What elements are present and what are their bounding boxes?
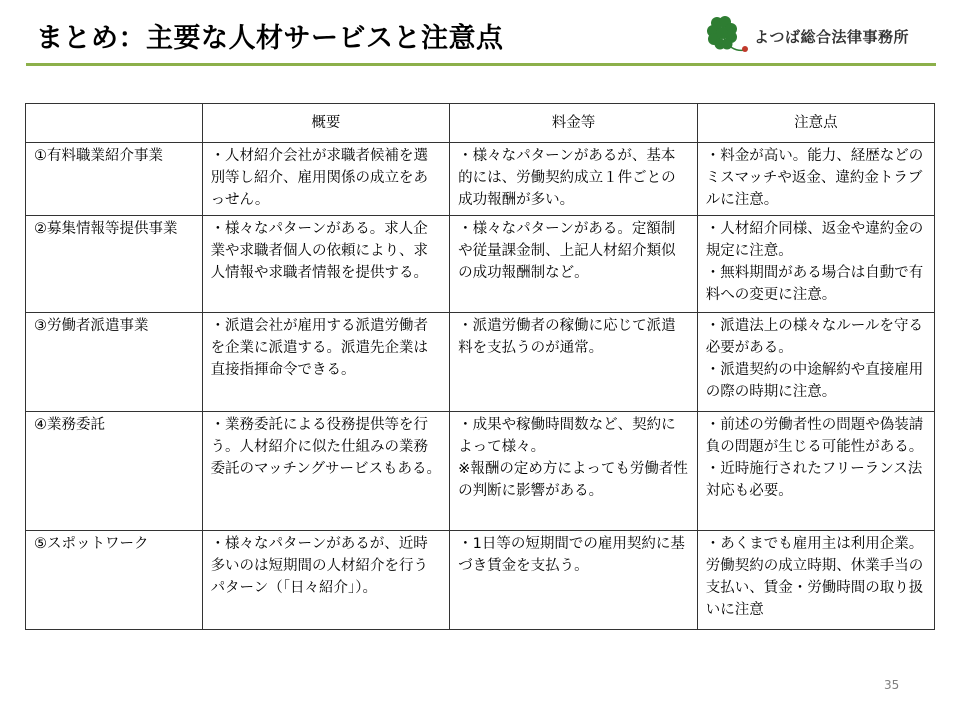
service-name-cell: ⑤スポットワーク [26,531,203,630]
overview-cell: ・業務委託による役務提供等を行う。人材紹介に似た仕組みの業務委託のマッチングサービスもある。 [202,412,450,531]
firm-name: よつば総合法律事務所 [754,27,910,46]
service-name-cell: ③労働者派遣事業 [26,313,203,412]
caution-cell: ・料金が高い。能力、経歴などのミスマッチや返金、違約金トラブルに注意。 [697,143,934,216]
table-row [26,412,935,531]
service-name-cell: ②募集情報等提供事業 [26,216,203,313]
overview-cell: ・様々なパターンがあるが、近時多いのは短期間の人材紹介を行うパターン（「日々紹介」）。 [202,531,450,630]
fee-cell: ・成果や稼働時間数など、契約によって様々。 ※報酬の定め方によっても労働者性の判断に影響がある。 [450,412,698,531]
caution-cell: ・人材紹介同様、返金や違約金の規定に注意。 ・無料期間がある場合は自動で有料への変更に注意。 [697,216,934,313]
table-row [26,531,935,630]
summary-table [25,103,935,630]
caution-cell: ・前述の労働者性の問題や偽装請負の問題が生じる可能性がある。 ・近時施行されたフリーランス法対応も必要。 [697,412,934,531]
caution-cell: ・あくまでも雇用主は利用企業。労働契約の成立時期、休業手当の支払い、賃金・労働時間の取り扱いに注意 [697,531,934,630]
title-divider [26,63,936,66]
header-cell-service [26,104,203,143]
table-row [26,216,935,313]
caution-cell: ・派遣法上の様々なルールを守る必要がある。 ・派遣契約の中途解約や直接雇用の際の時期に注意。 [697,313,934,412]
service-name-cell: ①有料職業紹介事業 [26,143,203,216]
header-cell-caution: 注意点 [697,104,934,143]
firm-logo [704,14,940,58]
four-leaf-clover-icon [704,14,750,58]
header-cell-fee: 料金等 [450,104,698,143]
table-row [26,313,935,412]
overview-cell: ・派遣会社が雇用する派遣労働者を企業に派遣する。派遣先企業は直接指揮命令できる。 [202,313,450,412]
overview-cell: ・様々なパターンがある。求人企業や求職者個人の依頼により、求人情報や求職者情報を提供する。 [202,216,450,313]
service-name-cell: ④業務委託 [26,412,203,531]
fee-cell: ・様々なパターンがあるが、基本的には、労働契約成立１件ごとの成功報酬が多い。 [450,143,698,216]
slide-title: まとめ：主要な人材サービスと注意点 [36,23,504,54]
table-header-row [26,104,935,143]
page-number: 35 [884,678,900,692]
fee-cell: ・1日等の短期間での雇用契約に基づき賃金を支払う。 [450,531,698,630]
fee-cell: ・派遣労働者の稼働に応じて派遣料を支払うのが通常。 [450,313,698,412]
overview-cell: ・人材紹介会社が求職者候補を選別等し紹介、雇用関係の成立をあっせん。 [202,143,450,216]
table-row [26,143,935,216]
header-cell-overview: 概要 [202,104,450,143]
fee-cell: ・様々なパターンがある。定額制や従量課金制、上記人材紹介類似の成功報酬制など。 [450,216,698,313]
